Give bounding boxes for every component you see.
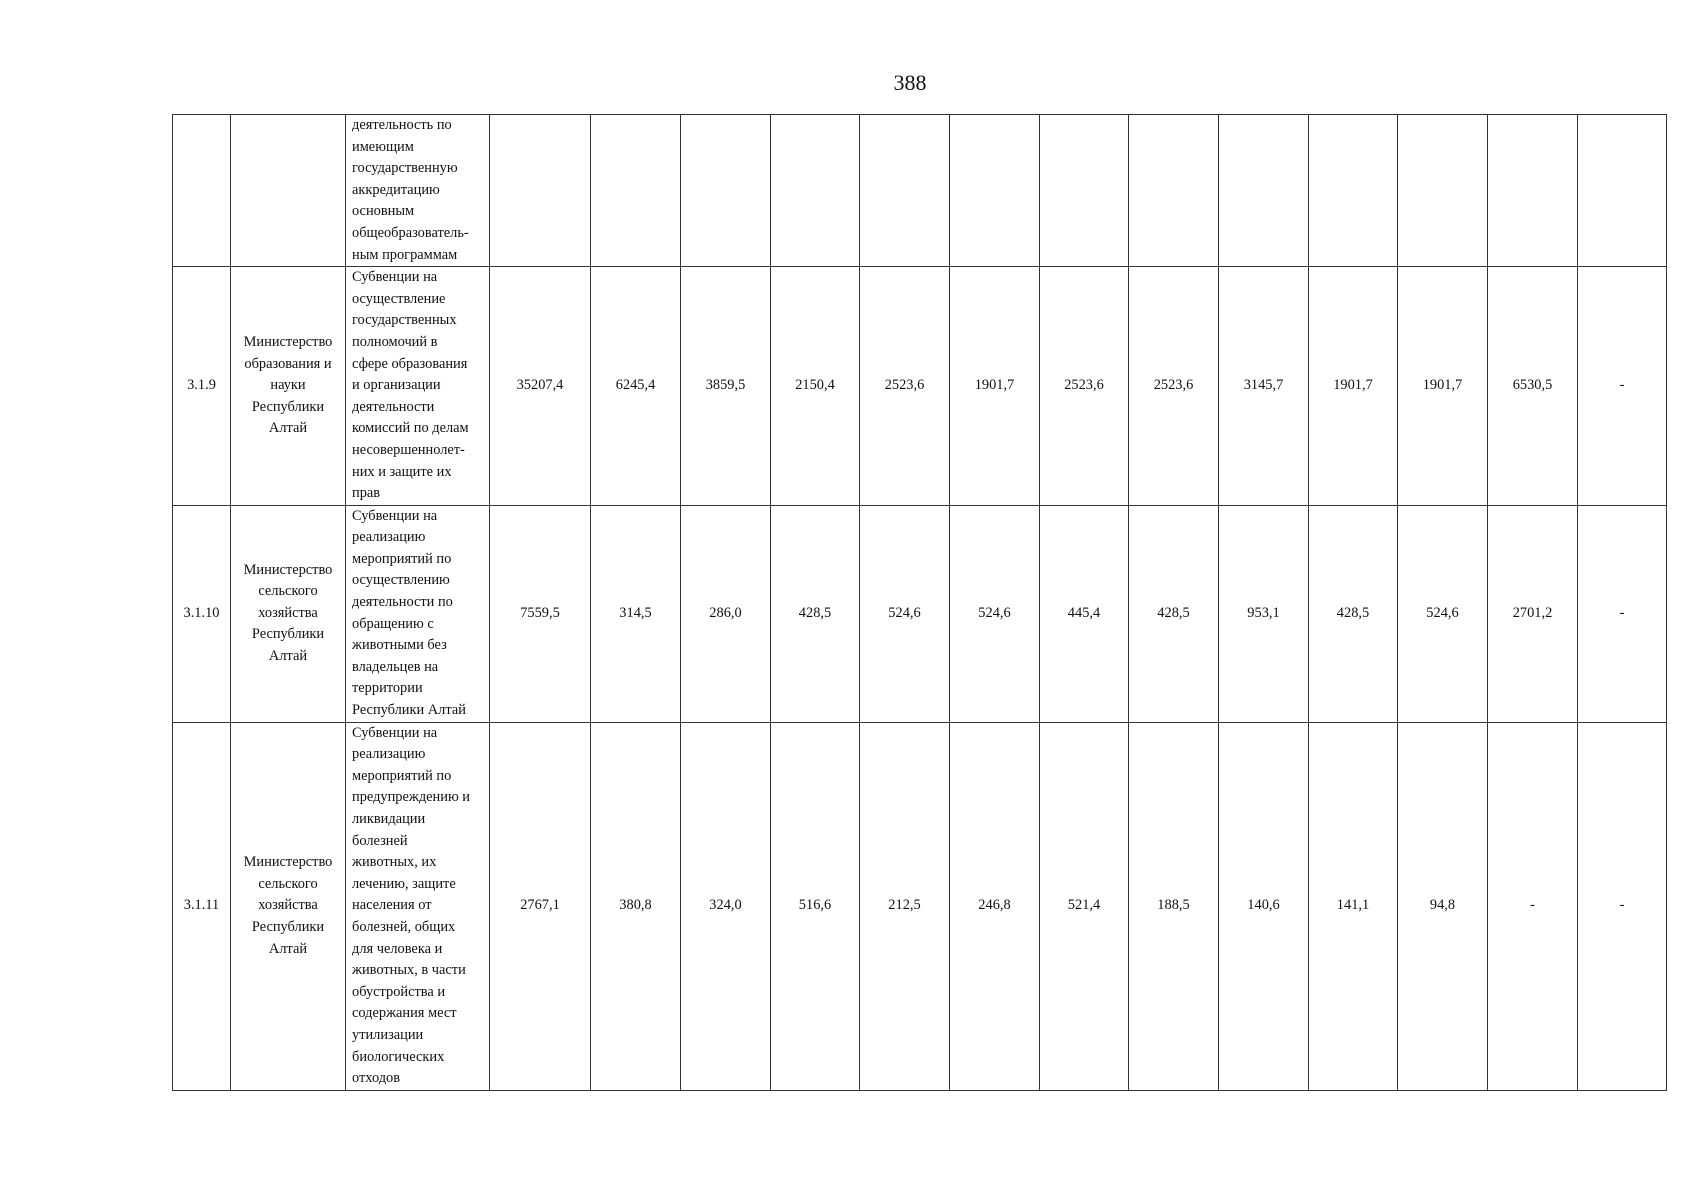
organization-cell: Министерство сельского хозяйства Республики Алтай: [231, 722, 346, 1090]
value-cell: 2523,6: [1129, 267, 1219, 506]
description-cell: Субвенции на реализацию мероприятий по осуществлению деятельности по обращению с животными без владельцев на территории Республики Алтай: [346, 505, 490, 722]
description-cell: Субвенции на реализацию мероприятий по предупреждению и ликвидации болезней животных, их лечению, защите населения от болезней, общих для человека и животных, в части обустройства и содержания мест утилизации биологических отходов: [346, 722, 490, 1090]
value-cell: 1901,7: [1309, 267, 1398, 506]
budget-table: [172, 114, 1667, 1091]
organization-cell: [231, 115, 346, 267]
value-cell: [1488, 115, 1578, 267]
value-cell: 324,0: [681, 722, 771, 1090]
value-cell: 380,8: [591, 722, 681, 1090]
value-cell: 7559,5: [490, 505, 591, 722]
value-cell: [1578, 115, 1667, 267]
value-cell: 521,4: [1040, 722, 1129, 1090]
value-cell: 6245,4: [591, 267, 681, 506]
value-cell: 524,6: [860, 505, 950, 722]
table-row: [173, 115, 1667, 267]
value-cell: [860, 115, 950, 267]
value-cell: 524,6: [1398, 505, 1488, 722]
value-cell: [1398, 115, 1488, 267]
value-cell: 94,8: [1398, 722, 1488, 1090]
value-cell: 246,8: [950, 722, 1040, 1090]
value-cell: 188,5: [1129, 722, 1219, 1090]
value-cell: 6530,5: [1488, 267, 1578, 506]
value-cell: 314,5: [591, 505, 681, 722]
value-cell: [771, 115, 860, 267]
value-cell: 140,6: [1219, 722, 1309, 1090]
value-cell: [1040, 115, 1129, 267]
value-cell: [490, 115, 591, 267]
value-cell: 2150,4: [771, 267, 860, 506]
value-cell: [1309, 115, 1398, 267]
value-cell: 1901,7: [1398, 267, 1488, 506]
value-cell: 212,5: [860, 722, 950, 1090]
value-cell: 953,1: [1219, 505, 1309, 722]
description-cell: Субвенции на осуществление государственных полномочий в сфере образования и организации деятельности комиссий по делам несовершеннолет- них и защите их прав: [346, 267, 490, 506]
value-cell: 141,1: [1309, 722, 1398, 1090]
value-cell: [1129, 115, 1219, 267]
value-cell: 428,5: [771, 505, 860, 722]
row-number-cell: [173, 115, 231, 267]
description-cell: деятельность по имеющим государственную аккредитацию основным общеобразователь- ным программам: [346, 115, 490, 267]
table-row: [173, 722, 1667, 1090]
table-row: [173, 505, 1667, 722]
value-cell: [591, 115, 681, 267]
value-cell: -: [1488, 722, 1578, 1090]
organization-cell: Министерство образования и науки Республики Алтай: [231, 267, 346, 506]
value-cell: 2767,1: [490, 722, 591, 1090]
value-cell: -: [1578, 267, 1667, 506]
value-cell: 3859,5: [681, 267, 771, 506]
value-cell: [950, 115, 1040, 267]
value-cell: 524,6: [950, 505, 1040, 722]
value-cell: 428,5: [1309, 505, 1398, 722]
value-cell: 516,6: [771, 722, 860, 1090]
value-cell: [1219, 115, 1309, 267]
row-number-cell: 3.1.9: [173, 267, 231, 506]
value-cell: 1901,7: [950, 267, 1040, 506]
value-cell: 2523,6: [1040, 267, 1129, 506]
value-cell: [681, 115, 771, 267]
page-number: 388: [893, 70, 927, 95]
value-cell: -: [1578, 722, 1667, 1090]
value-cell: 286,0: [681, 505, 771, 722]
value-cell: 428,5: [1129, 505, 1219, 722]
value-cell: 445,4: [1040, 505, 1129, 722]
value-cell: -: [1578, 505, 1667, 722]
value-cell: 3145,7: [1219, 267, 1309, 506]
organization-cell: Министерство сельского хозяйства Республики Алтай: [231, 505, 346, 722]
row-number-cell: 3.1.11: [173, 722, 231, 1090]
value-cell: 2523,6: [860, 267, 950, 506]
row-number-cell: 3.1.10: [173, 505, 231, 722]
value-cell: 2701,2: [1488, 505, 1578, 722]
value-cell: 35207,4: [490, 267, 591, 506]
table-row: [173, 267, 1667, 506]
